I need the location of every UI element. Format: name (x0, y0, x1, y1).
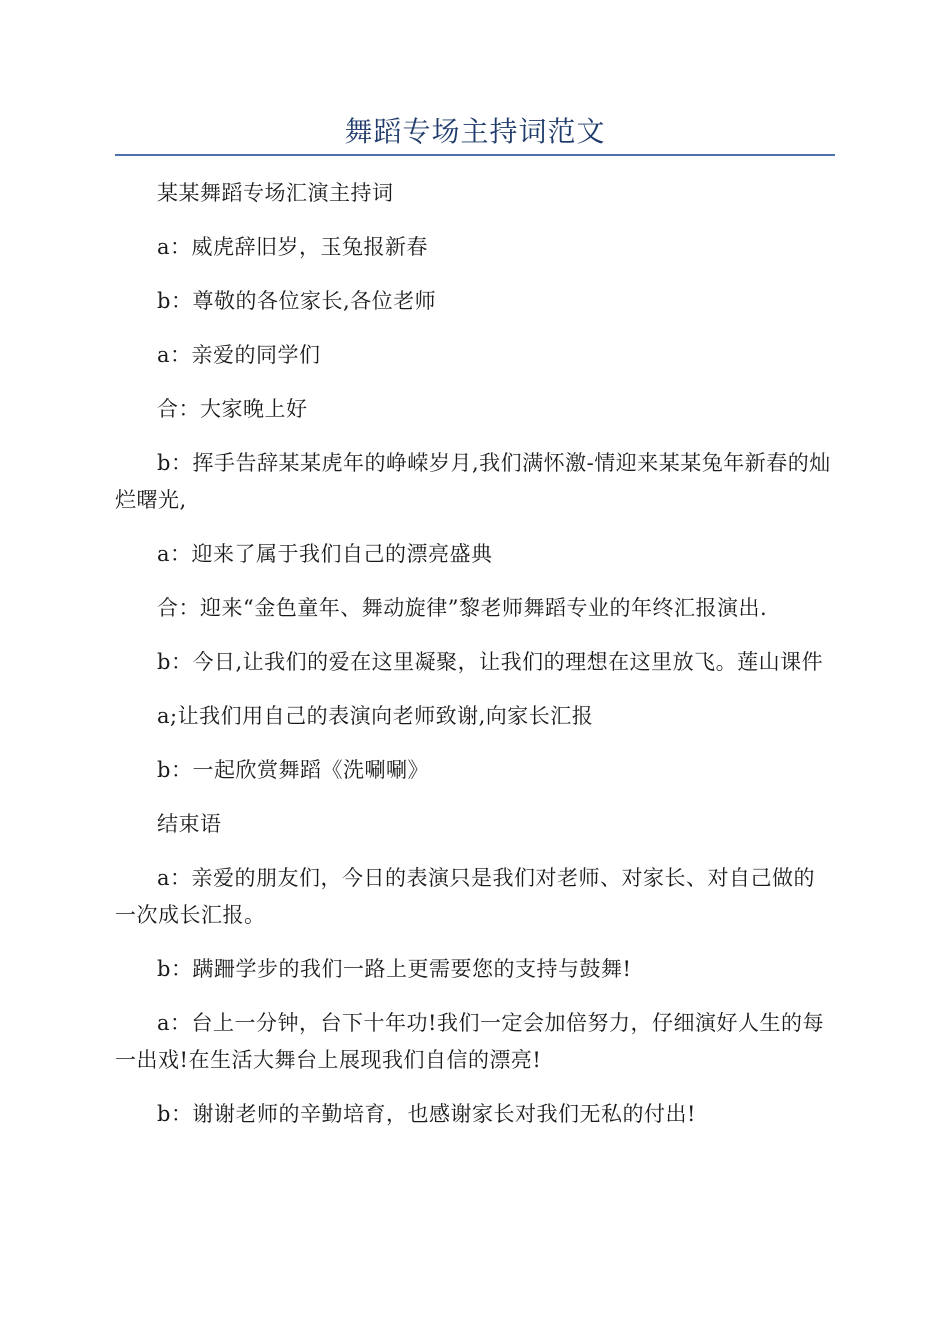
paragraph: a：亲爱的朋友们，今日的表演只是我们对老师、对家长、对自己做的一次成长汇报。 (115, 866, 816, 927)
paragraph: 合：迎来“金色童年、舞动旋律”黎老师舞蹈专业的年终汇报演出. (157, 596, 768, 620)
paragraph: b：谢谢老师的辛勤培育，也感谢家长对我们无私的付出! (157, 1102, 696, 1126)
paragraph: a：亲爱的同学们 (157, 343, 321, 367)
title-underline (115, 154, 835, 156)
paragraph: 某某舞蹈专场汇演主持词 (157, 181, 394, 205)
paragraph: a：威虎辞旧岁，玉兔报新春 (157, 235, 429, 259)
paragraph: a：台上一分钟，台下十年功!我们一定会加倍努力，仔细演好人生的每一出戏!在生活大舞台上展现我们自信的漂亮! (115, 1011, 824, 1072)
document-title: 舞蹈专场主持词范文 (344, 115, 606, 148)
paragraph: b：尊敬的各位家长,各位老师 (157, 289, 437, 313)
paragraph: b：今日,让我们的爱在这里凝聚，让我们的理想在这里放飞。莲山课件 (157, 650, 824, 674)
document-body (115, 175, 835, 1150)
paragraph: a;让我们用自己的表演向老师致谢,向家长汇报 (157, 704, 594, 728)
paragraph: a：迎来了属于我们自己的漂亮盛典 (157, 542, 493, 566)
paragraph: b：挥手告辞某某虎年的峥嵘岁月,我们满怀激-情迎来某某兔年新春的灿烂曙光, (115, 451, 831, 512)
paragraph: b：一起欣赏舞蹈《洗唰唰》 (157, 758, 429, 782)
paragraph: b：蹒跚学步的我们一路上更需要您的支持与鼓舞! (157, 957, 632, 981)
paragraph: 合：大家晚上好 (157, 397, 308, 421)
section-heading-ending: 结束语 (157, 812, 222, 836)
